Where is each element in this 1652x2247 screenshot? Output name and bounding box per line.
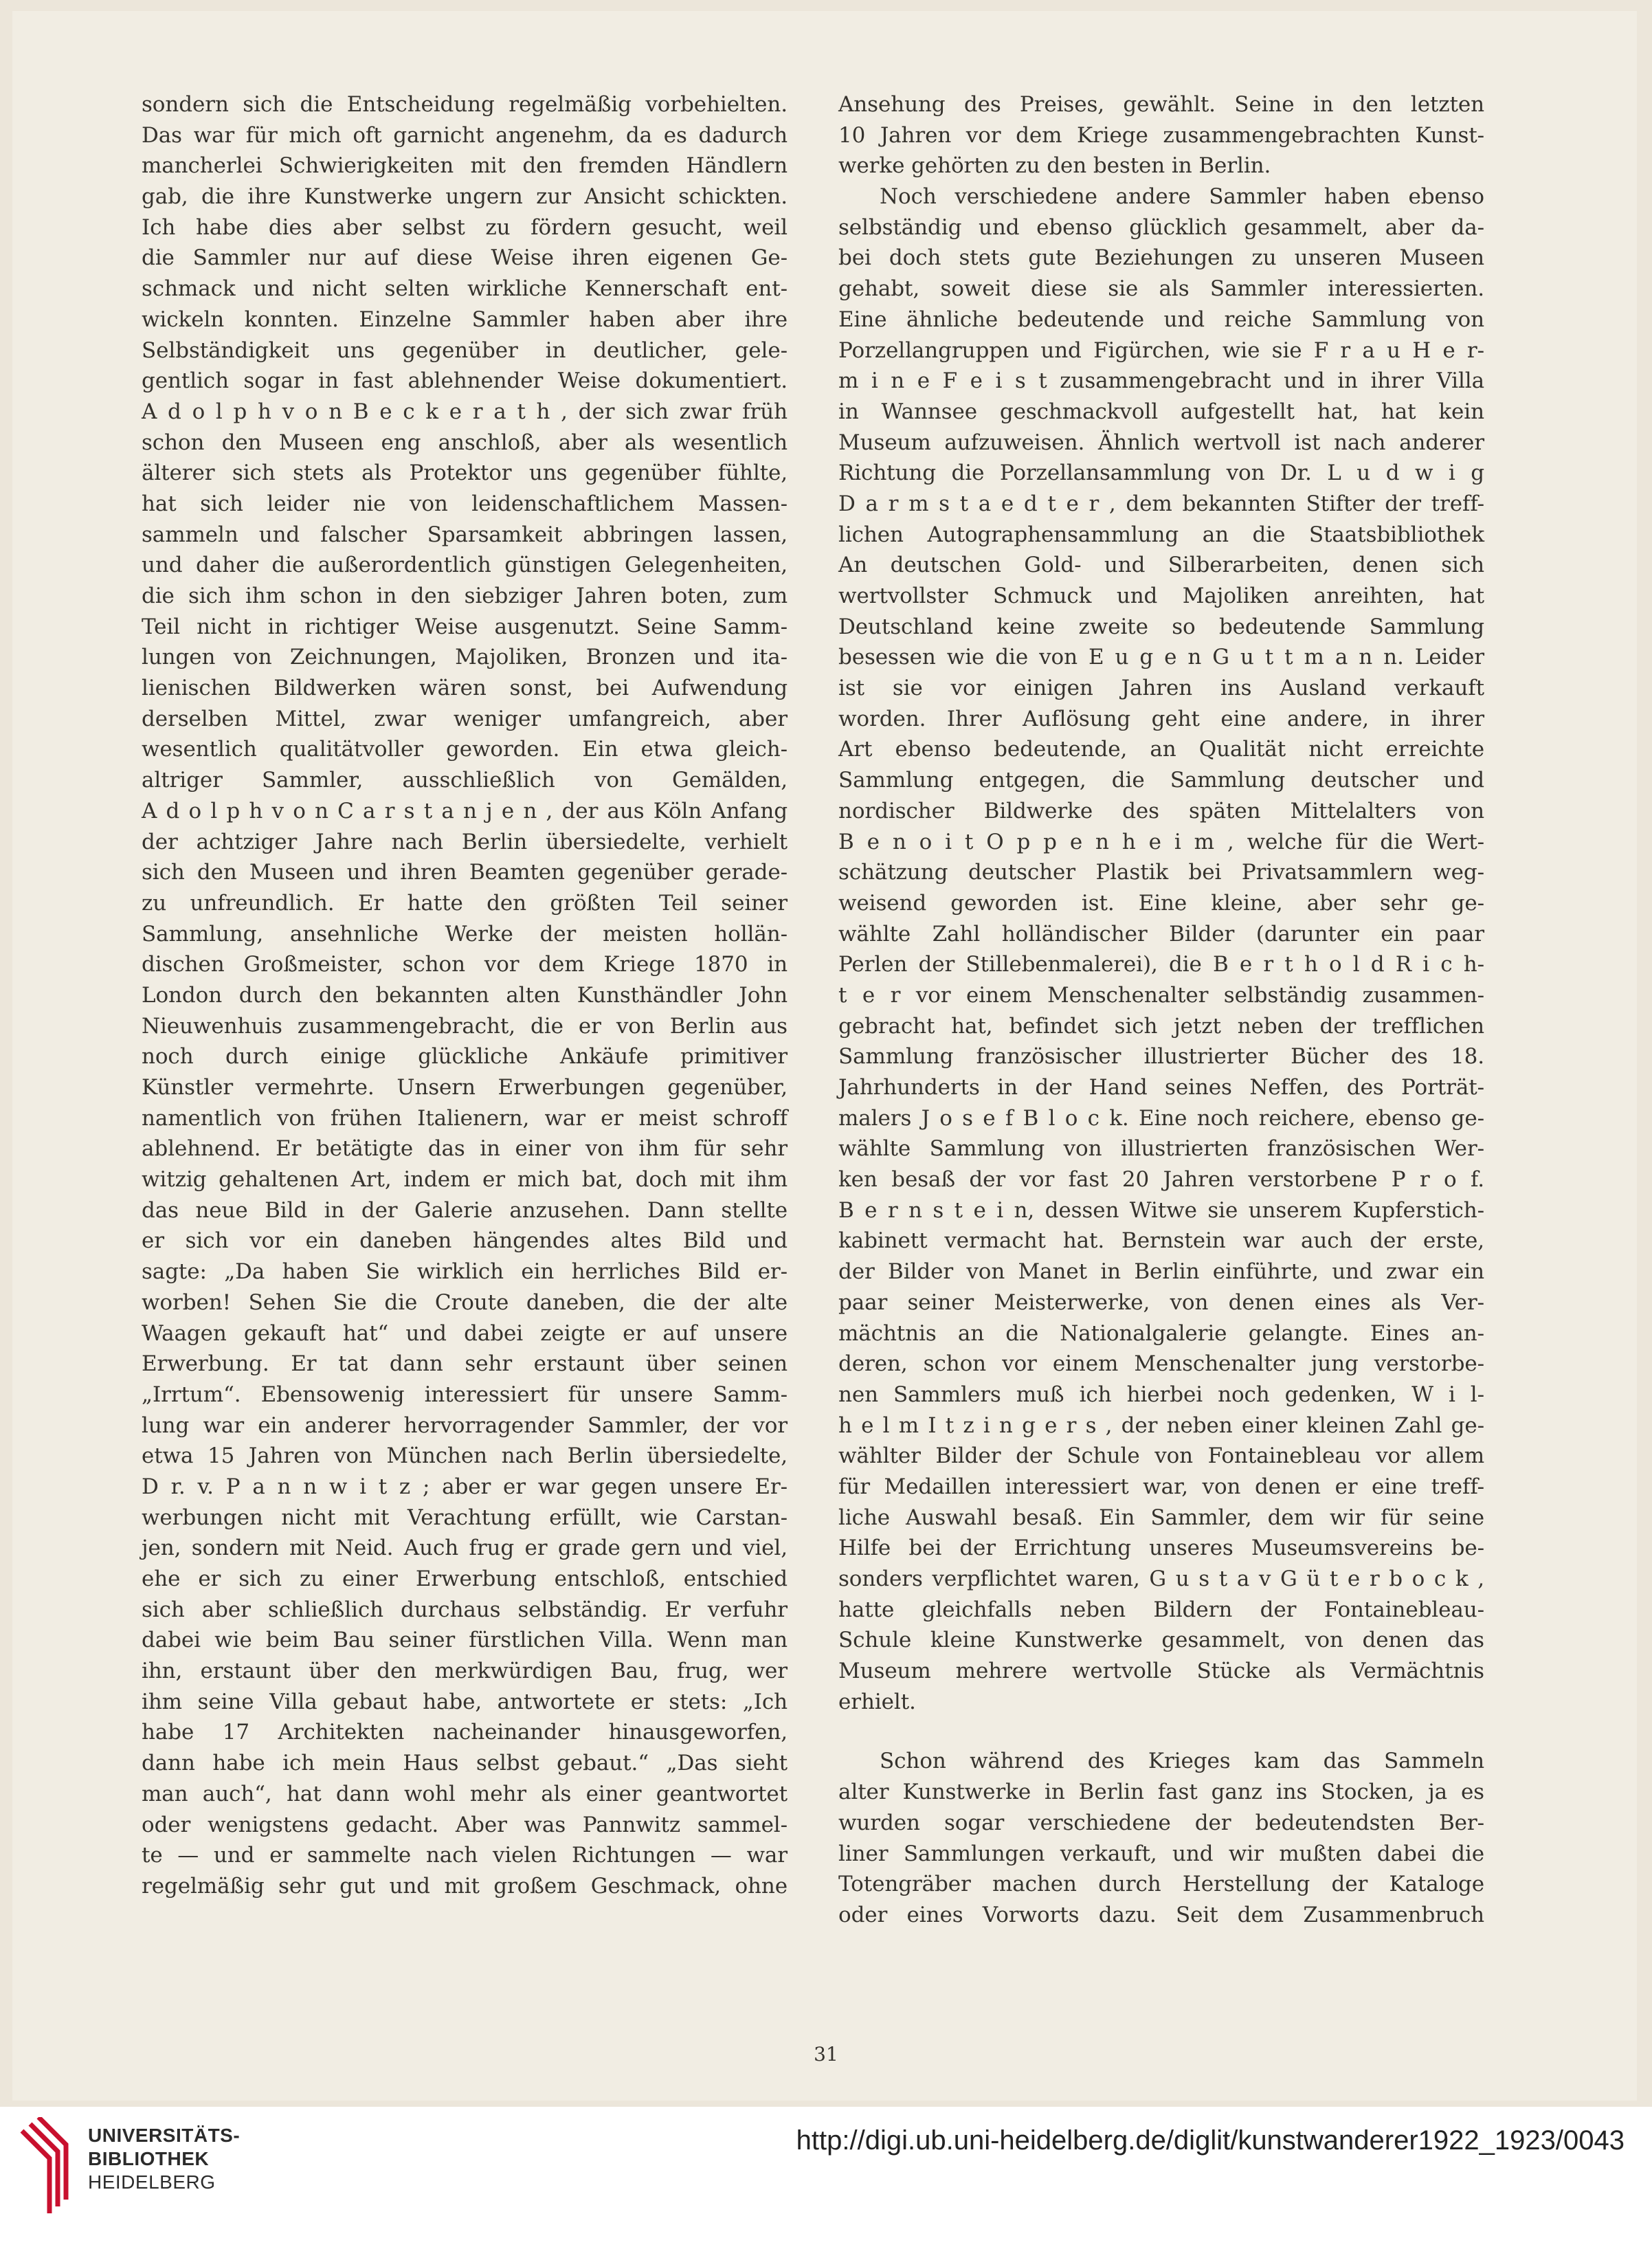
text-line: Das war für mich oft garnicht angenehm, da es dadurch: [142, 122, 788, 148]
text-line: sammeln und falscher Sparsamkeit abbringen lassen,: [142, 522, 788, 547]
text-line: Eine ähnliche bedeutende und reiche Sammlung von: [838, 307, 1484, 332]
text-line: deren, schon vor einem Menschenalter jung verstorbe-: [838, 1351, 1484, 1377]
text-line: wickeln konnten. Einzelne Sammler haben aber ihre: [142, 307, 788, 332]
text-line: Sammlung entgegen, die Sammlung deutscher und: [838, 768, 1484, 793]
text-line: habe 17 Architekten nacheinander hinausgeworfen,: [142, 1720, 788, 1745]
right-column: [838, 89, 1484, 1931]
text-line: witzig gehaltenen Art, indem er mich bat, doch mit ihm: [142, 1167, 788, 1193]
text-line: Sammlung französischer illustrierter Bücher des 18.: [838, 1044, 1484, 1070]
text-line: kabinett vermacht hat. Bernstein war auch der erste,: [838, 1228, 1484, 1254]
text-line: Erwerbung. Er tat dann sehr erstaunt über seinen: [142, 1351, 788, 1377]
text-line: gab, die ihre Kunstwerke ungern zur Ansicht schickten.: [142, 184, 788, 210]
text-line: wählte Sammlung von illustrierten französischen Wer-: [838, 1136, 1484, 1162]
text-line: oder wenigstens gedacht. Aber was Pannwitz sammel-: [142, 1812, 788, 1837]
text-line: regelmäßig sehr gut und mit großem Geschmack, ohne: [142, 1873, 788, 1899]
text-line: A d o l p h v o n C a r s t a n j e n , der aus Köln Anfang: [142, 798, 788, 823]
library-logo-icon: [15, 2117, 76, 2220]
text-line: etwa 15 Jahren von München nach Berlin übersiedelte,: [142, 1443, 788, 1469]
text-line: ist sie vor einigen Jahren ins Ausland verkauft: [838, 676, 1484, 701]
text-line: Porzellangruppen und Figürchen, wie sie F r a u H e r-: [838, 337, 1484, 363]
text-line: lienischen Bildwerken wären sonst, bei Aufwendung: [142, 676, 788, 701]
text-line: derselben Mittel, zwar weniger umfangreich, aber: [142, 706, 788, 731]
source-url-link[interactable]: http://digi.ub.uni-heidelberg.de/diglit/kunstwanderer1922_1923/0043: [796, 2125, 1625, 2156]
text-line: dann habe ich mein Haus selbst gebaut.“ „Das sieht: [142, 1751, 788, 1776]
text-line: ken besaß der vor fast 20 Jahren verstorbene P r o f.: [838, 1167, 1484, 1193]
text-line: ihn, erstaunt über den merkwürdigen Bau, frug, wer: [142, 1659, 788, 1684]
text-line: ablehnend. Er betätigte das in einer von ihm für sehr: [142, 1136, 788, 1162]
text-line: schon den Museen eng anschloß, aber als wesentlich: [142, 430, 788, 455]
text-line: B e r n s t e i n, dessen Witwe sie unserem Kupferstich-: [838, 1197, 1484, 1223]
text-line: ihm seine Villa gebaut habe, antwortete er stets: „Ich: [142, 1689, 788, 1714]
text-line: werke gehörten zu den besten in Berlin.: [838, 153, 1271, 179]
text-line: worben! Sehen Sie die Croute daneben, die der alte: [142, 1289, 788, 1315]
text-line: h e l m I t z i n g e r s , der neben einer kleinen Zahl ge-: [838, 1413, 1484, 1438]
text-line: in Wannsee geschmackvoll aufgestellt hat, hat kein: [838, 399, 1484, 424]
text-line: 10 Jahren vor dem Kriege zusammengebrachten Kunst-: [838, 122, 1484, 148]
text-line: te — und er sammelte nach vielen Richtungen — war: [142, 1843, 788, 1868]
text-line: Deutschland keine zweite so bedeutende Sammlung: [838, 614, 1484, 639]
text-line: das neue Bild in der Galerie anzusehen. Dann stellte: [142, 1197, 788, 1223]
text-line: erhielt.: [838, 1689, 916, 1714]
text-line: gentlich sogar in fast ablehnender Weise dokumentiert.: [142, 368, 788, 394]
text-line: „Irrtum“. Ebensowenig interessiert für unsere Samm-: [142, 1382, 788, 1407]
text-line: Hilfe bei der Errichtung unseres Museumsvereins be-: [838, 1536, 1484, 1561]
text-line: alter Kunstwerke in Berlin fast ganz ins Stocken, ja es: [838, 1780, 1484, 1805]
text-line: Totengräber machen durch Herstellung der Kataloge: [838, 1872, 1484, 1897]
text-line: altriger Sammler, ausschließlich von Gemälden,: [142, 768, 788, 793]
text-line: die sich ihm schon in den siebziger Jahren boten, zum: [142, 584, 788, 608]
text-line: zu unfreundlich. Er hatte den größten Teil seiner: [142, 890, 788, 916]
paragraph-gap: [838, 1717, 1484, 1746]
text-line: die Sammler nur auf diese Weise ihren eigenen Ge-: [142, 245, 788, 271]
text-line: liner Sammlungen verkauft, und wir mußten dabei die: [838, 1841, 1484, 1866]
text-line: namentlich von frühen Italienern, war er meist schroff: [142, 1105, 788, 1131]
text-line: Ansehung des Preises, gewählt. Seine in den letzten: [838, 92, 1484, 117]
text-line: schmack und nicht selten wirkliche Kennerschaft ent-: [142, 276, 788, 302]
text-line: jen, sondern mit Neid. Auch frug er grade gern und viel,: [142, 1536, 788, 1561]
text-line: liche Auswahl besaß. Ein Sammler, dem wir für seine: [838, 1505, 1484, 1530]
text-line: worden. Ihrer Auflösung geht eine andere, in ihrer: [838, 706, 1484, 731]
text-line: sich den Museen und ihren Beamten gegenüber gerade-: [142, 860, 788, 885]
text-line: Museum aufzuweisen. Ähnlich wertvoll ist nach anderer: [838, 430, 1484, 455]
text-line: m i n e F e i s t zusammengebracht und in ihrer Villa: [838, 368, 1484, 394]
text-line: er sich vor ein daneben hängendes altes Bild und: [142, 1228, 788, 1254]
text-line: der achtziger Jahre nach Berlin übersiedelte, verhielt: [142, 829, 788, 854]
text-line: nordischer Bildwerke des späten Mittelalters von: [838, 798, 1484, 823]
text-line: D a r m s t a e d t e r , dem bekannten Stifter der treff-: [838, 491, 1484, 516]
text-line: schätzung deutscher Plastik bei Privatsammlern weg-: [838, 860, 1484, 885]
text-line: lichen Autographensammlung an die Staatsbibliothek: [838, 522, 1484, 547]
text-line: älterer sich stets als Protektor uns gegenüber fühlte,: [142, 461, 788, 486]
text-line: Waagen gekauft hat“ und dabei zeigte er auf unsere: [142, 1320, 788, 1346]
text-line: Nieuwenhuis zusammengebracht, die er von Berlin aus: [142, 1013, 788, 1039]
logo-line-2: BIBLIOTHEK: [88, 2148, 210, 2169]
text-line: dischen Großmeister, schon vor dem Kriege 1870 in: [142, 952, 788, 977]
text-line: wertvollster Schmuck und Majoliken anreihten, hat: [838, 584, 1484, 608]
text-line: wesentlich qualitätvoller geworden. Ein etwa gleich-: [142, 737, 788, 762]
text-line: sagte: „Da haben Sie wirklich ein herrliches Bild er-: [142, 1259, 788, 1285]
text-line: besessen wie die von E u g e n G u t t m a n n. Leider: [838, 645, 1484, 670]
text-line: sonders verpflichtet waren, G u s t a v G ü t e r b o c k ,: [838, 1567, 1484, 1591]
text-line: und daher die außerordentlich günstigen Gelegenheiten,: [142, 553, 788, 578]
text-line: man auch“, hat dann wohl mehr als einer geantwortet: [142, 1781, 788, 1806]
text-line: Selbständigkeit uns gegenüber in deutlicher, gele-: [142, 337, 788, 363]
text-line: A d o l p h v o n B e c k e r a t h , der sich zwar früh: [142, 399, 788, 424]
text-line: Jahrhunderts in der Hand seines Neffen, des Porträt-: [838, 1075, 1484, 1100]
text-line: malers J o s e f B l o c k. Eine noch reichere, ebenso ge-: [838, 1105, 1484, 1131]
text-line: Teil nicht in richtiger Weise ausgenutzt. Seine Samm-: [142, 614, 788, 639]
logo-line-3: HEIDELBERG: [88, 2171, 216, 2193]
text-line: Richtung die Porzellansammlung von Dr. L u d w i g: [838, 461, 1484, 486]
text-line: selbständig und ebenso glücklich gesammelt, aber da-: [838, 214, 1484, 240]
left-column: [142, 89, 788, 1902]
text-line: Sammlung, ansehnliche Werke der meisten hollän-: [142, 921, 788, 947]
text-line: der Bilder von Manet in Berlin einführte, und zwar ein: [838, 1259, 1484, 1285]
text-line: mancherlei Schwierigkeiten mit den fremden Händlern: [142, 153, 788, 179]
text-line: B e n o i t O p p e n h e i m , welche für die Wert-: [838, 829, 1484, 854]
text-line: bei doch stets gute Beziehungen zu unseren Museen: [838, 245, 1484, 271]
text-line: lungen von Zeichnungen, Majoliken, Bronzen und ita-: [142, 645, 788, 670]
text-line: wurden sogar verschiedene der bedeutendsten Ber-: [838, 1810, 1484, 1835]
page-number: 31: [814, 2043, 838, 2066]
text-line: wählter Bilder der Schule von Fontainebleau vor allem: [838, 1443, 1484, 1469]
text-line: oder eines Vorworts dazu. Seit dem Zusammenbruch: [838, 1902, 1484, 1927]
text-line: für Medaillen interessiert war, von denen er eine treff-: [838, 1474, 1484, 1499]
text-line: London durch den bekannten alten Kunsthändler John: [142, 982, 788, 1008]
text-line: Schule kleine Kunstwerke gesammelt, von denen das: [838, 1628, 1484, 1653]
text-line: paar seiner Meisterwerke, von denen eines als Ver-: [838, 1289, 1484, 1315]
text-line: Künstler vermehrte. Unsern Erwerbungen gegenüber,: [142, 1075, 788, 1100]
logo-line-1: UNIVERSITÄTS-: [88, 2125, 241, 2146]
text-line: lung war ein anderer hervorragender Sammler, der vor: [142, 1413, 788, 1438]
text-line: t e r vor einem Menschenalter selbständig zusammen-: [838, 982, 1484, 1008]
text-line: sondern sich die Entscheidung regelmäßig vorbehielten.: [142, 92, 788, 117]
text-line: Museum mehrere wertvolle Stücke als Vermächtnis: [838, 1659, 1484, 1684]
text-line: werbungen nicht mit Verachtung erfüllt, wie Carstan-: [142, 1505, 788, 1530]
text-line: Noch verschiedene andere Sammler haben ebenso: [880, 184, 1484, 210]
text-line: wählte Zahl holländischer Bilder (darunter ein paar: [838, 921, 1484, 947]
text-line: Schon während des Krieges kam das Sammeln: [880, 1749, 1484, 1774]
text-line: Art ebenso bedeutende, an Qualität nicht erreichte: [838, 737, 1484, 762]
text-line: D r. v. P a n n w i t z ; aber er war gegen unsere Er-: [142, 1474, 788, 1499]
text-line: hatte gleichfalls neben Bildern der Fontainebleau-: [838, 1597, 1484, 1622]
text-line: An deutschen Gold- und Silberarbeiten, denen sich: [838, 553, 1484, 578]
text-line: Perlen der Stillebenmalerei), die B e r t h o l d R i c h-: [838, 952, 1484, 977]
text-line: gebracht hat, befindet sich jetzt neben der trefflichen: [838, 1013, 1484, 1039]
library-logo-text: [88, 2124, 240, 2194]
text-line: Ich habe dies aber selbst zu fördern gesucht, weil: [142, 214, 788, 240]
text-line: hat sich leider nie von leidenschaftlichem Massen-: [142, 491, 788, 516]
text-line: weisend geworden ist. Eine kleine, aber sehr ge-: [838, 890, 1484, 916]
text-line: sich aber schließlich durchaus selbständig. Er verfuhr: [142, 1597, 788, 1622]
text-line: ehe er sich zu einer Erwerbung entschloß, entschied: [142, 1567, 788, 1591]
text-line: mächtnis an die Nationalgalerie gelangte. Eines an-: [838, 1320, 1484, 1346]
text-line: nen Sammlers muß ich hierbei noch gedenken, W i l-: [838, 1382, 1484, 1407]
text-line: gehabt, soweit diese sie als Sammler interessierten.: [838, 276, 1484, 302]
text-line: dabei wie beim Bau seiner fürstlichen Villa. Wenn man: [142, 1628, 788, 1653]
text-line: noch durch einige glückliche Ankäufe primitiver: [142, 1044, 788, 1070]
